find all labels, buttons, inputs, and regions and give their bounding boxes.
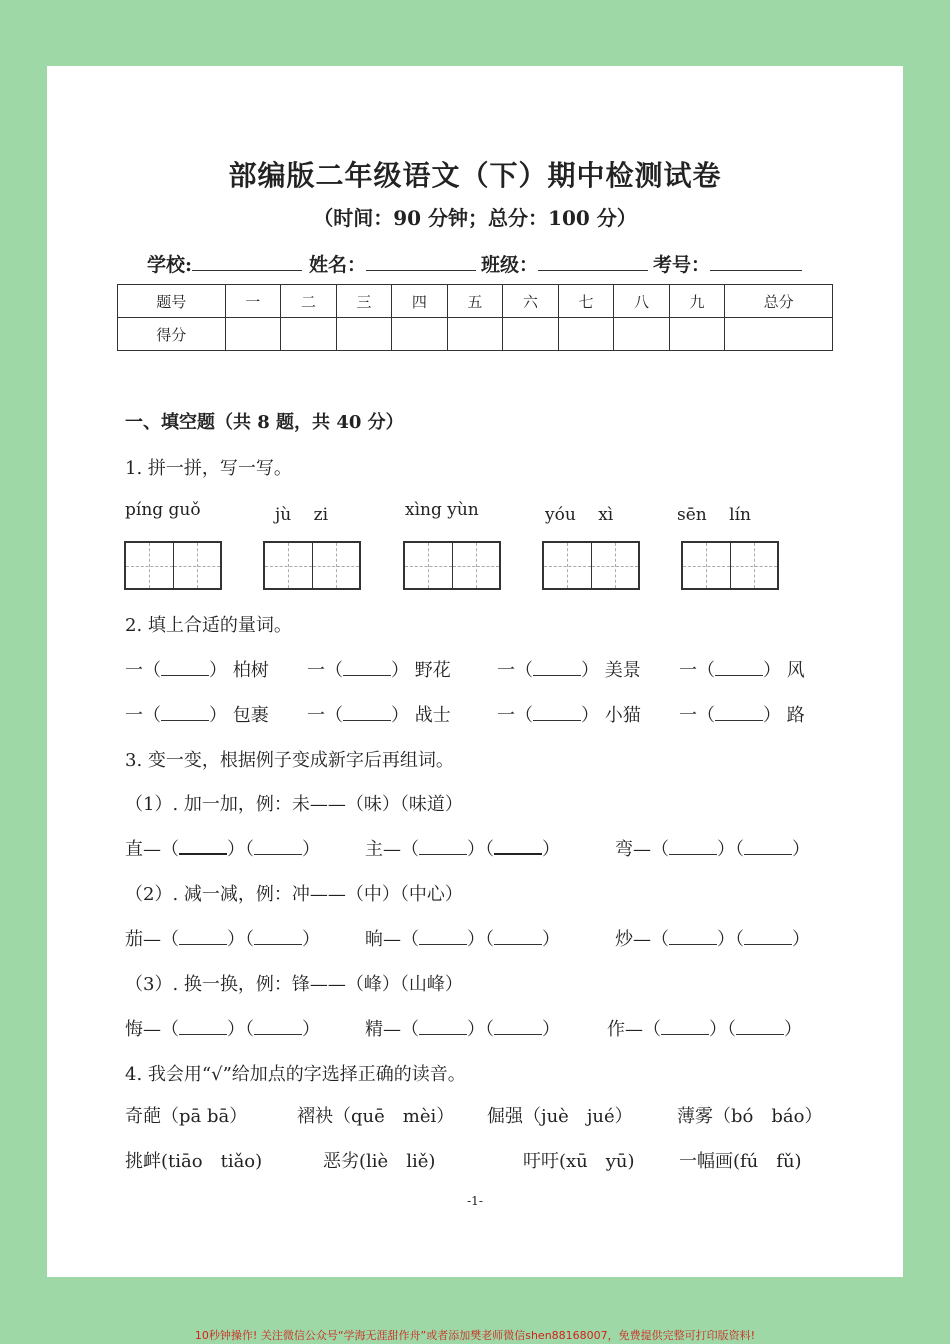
- reading-item[interactable]: 恶劣(liè liě): [323, 1151, 436, 1172]
- answer-blank[interactable]: [419, 930, 467, 945]
- question-4-title: 4. 我会用“√”给加点的字选择正确的读音。: [125, 1064, 466, 1085]
- school-blank[interactable]: [192, 252, 302, 271]
- score-header-row: [118, 285, 833, 318]
- writing-grid[interactable]: [542, 541, 640, 590]
- score-header-cell: 四: [392, 285, 448, 318]
- answer-blank[interactable]: [715, 706, 763, 721]
- score-header-cell: 三: [336, 285, 392, 318]
- reading-item[interactable]: 奇葩（pā bā）: [125, 1106, 248, 1127]
- answer-blank[interactable]: [254, 840, 302, 855]
- answer-blank[interactable]: [419, 1020, 467, 1035]
- score-header-cell: 二: [281, 285, 337, 318]
- measure-item: 一（ ） 野花: [307, 660, 451, 681]
- q3-part-3: （3）. 换一换，例：锋——（峰）（山峰）: [125, 974, 463, 995]
- exam-subtitle: （时间：90 分钟；总分：100 分）: [313, 206, 637, 230]
- answer-blank[interactable]: [669, 840, 717, 855]
- answer-blank[interactable]: [715, 661, 763, 676]
- measure-item: 一（ ） 风: [679, 660, 805, 681]
- transform-item: 晌—（ ）（ ）: [365, 929, 560, 950]
- q3-part-2: （2）. 减一减，例：冲——（中）（中心）: [125, 884, 463, 905]
- writing-grid[interactable]: [263, 541, 361, 590]
- transform-item: 弯—（ ）（ ）: [615, 839, 810, 860]
- number-blank[interactable]: [710, 252, 802, 271]
- q3-part-1: （1）. 加一加，例：未——（味）（味道）: [125, 794, 463, 815]
- school-label: 学校:: [147, 250, 302, 277]
- answer-blank[interactable]: [494, 1020, 542, 1035]
- number-label: 考号：: [653, 250, 802, 277]
- reading-item[interactable]: 挑衅(tiāo tiǎo): [125, 1151, 263, 1172]
- answer-blank[interactable]: [744, 930, 792, 945]
- reading-item[interactable]: 吁吁(xū yū): [523, 1151, 635, 1172]
- score-table: [117, 284, 833, 351]
- pinyin-2: jù zi: [275, 505, 329, 525]
- score-cell[interactable]: [392, 318, 448, 351]
- answer-blank[interactable]: [533, 661, 581, 676]
- question-3-title: 3. 变一变，根据例子变成新字后再组词。: [125, 750, 454, 771]
- score-cell[interactable]: [447, 318, 503, 351]
- transform-item: 主—（ ）（ ）: [365, 839, 560, 860]
- pinyin-3: xìng yùn: [405, 500, 479, 520]
- transform-item: 精—（ ）（ ）: [365, 1019, 560, 1040]
- reading-item[interactable]: 薄雾（bó báo）: [677, 1106, 823, 1127]
- answer-blank[interactable]: [736, 1020, 784, 1035]
- score-cell[interactable]: [614, 318, 670, 351]
- measure-item: 一（ ） 柏树: [125, 660, 269, 681]
- writing-grid[interactable]: [681, 541, 779, 590]
- reading-item[interactable]: 一幅画(fú fǔ): [679, 1151, 802, 1172]
- score-header-cell: 九: [669, 285, 725, 318]
- bottom-note: 10秒钟操作! 关注微信公众号“学海无涯甜作舟”或者添加樊老师微信shen88168007，免费提供完整可打印版资料!: [194, 1329, 756, 1342]
- score-cell[interactable]: [336, 318, 392, 351]
- score-cell[interactable]: [225, 318, 281, 351]
- score-header-cell: 一: [225, 285, 281, 318]
- answer-blank[interactable]: [343, 661, 391, 676]
- score-header-cell: 总分: [725, 285, 833, 318]
- reading-item[interactable]: 倔强（juè jué）: [487, 1106, 633, 1127]
- pinyin-4: yóu xì: [545, 505, 614, 525]
- answer-blank[interactable]: [254, 1020, 302, 1035]
- pinyin-1: píng guǒ: [125, 500, 201, 520]
- answer-blank[interactable]: [669, 930, 717, 945]
- answer-blank[interactable]: [343, 706, 391, 721]
- class-label: 班级：: [481, 250, 648, 277]
- score-header-cell: 七: [558, 285, 614, 318]
- score-cell[interactable]: [503, 318, 559, 351]
- pinyin-5: sēn lín: [677, 505, 751, 525]
- answer-blank[interactable]: [744, 840, 792, 855]
- score-row: [118, 318, 833, 351]
- score-cell[interactable]: [281, 318, 337, 351]
- answer-blank[interactable]: [161, 661, 209, 676]
- transform-item: 作—（ ）（ ）: [607, 1019, 802, 1040]
- answer-blank[interactable]: [179, 1020, 227, 1035]
- name-label: 姓名：: [309, 250, 476, 277]
- transform-item: 直—（ ）（ ）: [125, 839, 320, 860]
- exam-title: 部编版二年级语文（下）期中检测试卷: [228, 159, 722, 192]
- measure-item: 一（ ） 包裹: [125, 705, 269, 726]
- reading-item[interactable]: 褶袂（quē mèi）: [297, 1106, 455, 1127]
- writing-grid[interactable]: [124, 541, 222, 590]
- exam-page: [47, 66, 903, 1277]
- measure-item: 一（ ） 路: [679, 705, 805, 726]
- answer-blank[interactable]: [533, 706, 581, 721]
- transform-item: 茄—（ ）（ ）: [125, 929, 320, 950]
- measure-item: 一（ ） 美景: [497, 660, 641, 681]
- page-number: -1-: [467, 1194, 483, 1208]
- answer-blank[interactable]: [494, 930, 542, 945]
- measure-item: 一（ ） 战士: [307, 705, 451, 726]
- score-cell[interactable]: [558, 318, 614, 351]
- transform-item: 悔—（ ）（ ）: [125, 1019, 320, 1040]
- answer-blank[interactable]: [161, 706, 209, 721]
- question-2-title: 2. 填上合适的量词。: [125, 615, 292, 636]
- score-cell[interactable]: [725, 318, 833, 351]
- score-header-cell: 五: [447, 285, 503, 318]
- answer-blank[interactable]: [179, 839, 227, 855]
- class-blank[interactable]: [538, 252, 648, 271]
- transform-item: 炒—（ ）（ ）: [615, 929, 810, 950]
- score-cell[interactable]: [669, 318, 725, 351]
- answer-blank[interactable]: [494, 839, 542, 855]
- name-blank[interactable]: [366, 252, 476, 271]
- answer-blank[interactable]: [419, 840, 467, 855]
- writing-grid[interactable]: [403, 541, 501, 590]
- score-header-cell: 六: [503, 285, 559, 318]
- answer-blank[interactable]: [254, 930, 302, 945]
- score-row-label: 得分: [118, 318, 226, 351]
- answer-blank[interactable]: [179, 930, 227, 945]
- score-header-cell: 八: [614, 285, 670, 318]
- answer-blank[interactable]: [661, 1020, 709, 1035]
- section-title: 一、填空题（共 8 题，共 40 分）: [125, 412, 404, 433]
- score-header-cell: 题号: [118, 285, 226, 318]
- question-1-title: 1. 拼一拼，写一写。: [125, 458, 292, 479]
- measure-item: 一（ ） 小猫: [497, 705, 641, 726]
